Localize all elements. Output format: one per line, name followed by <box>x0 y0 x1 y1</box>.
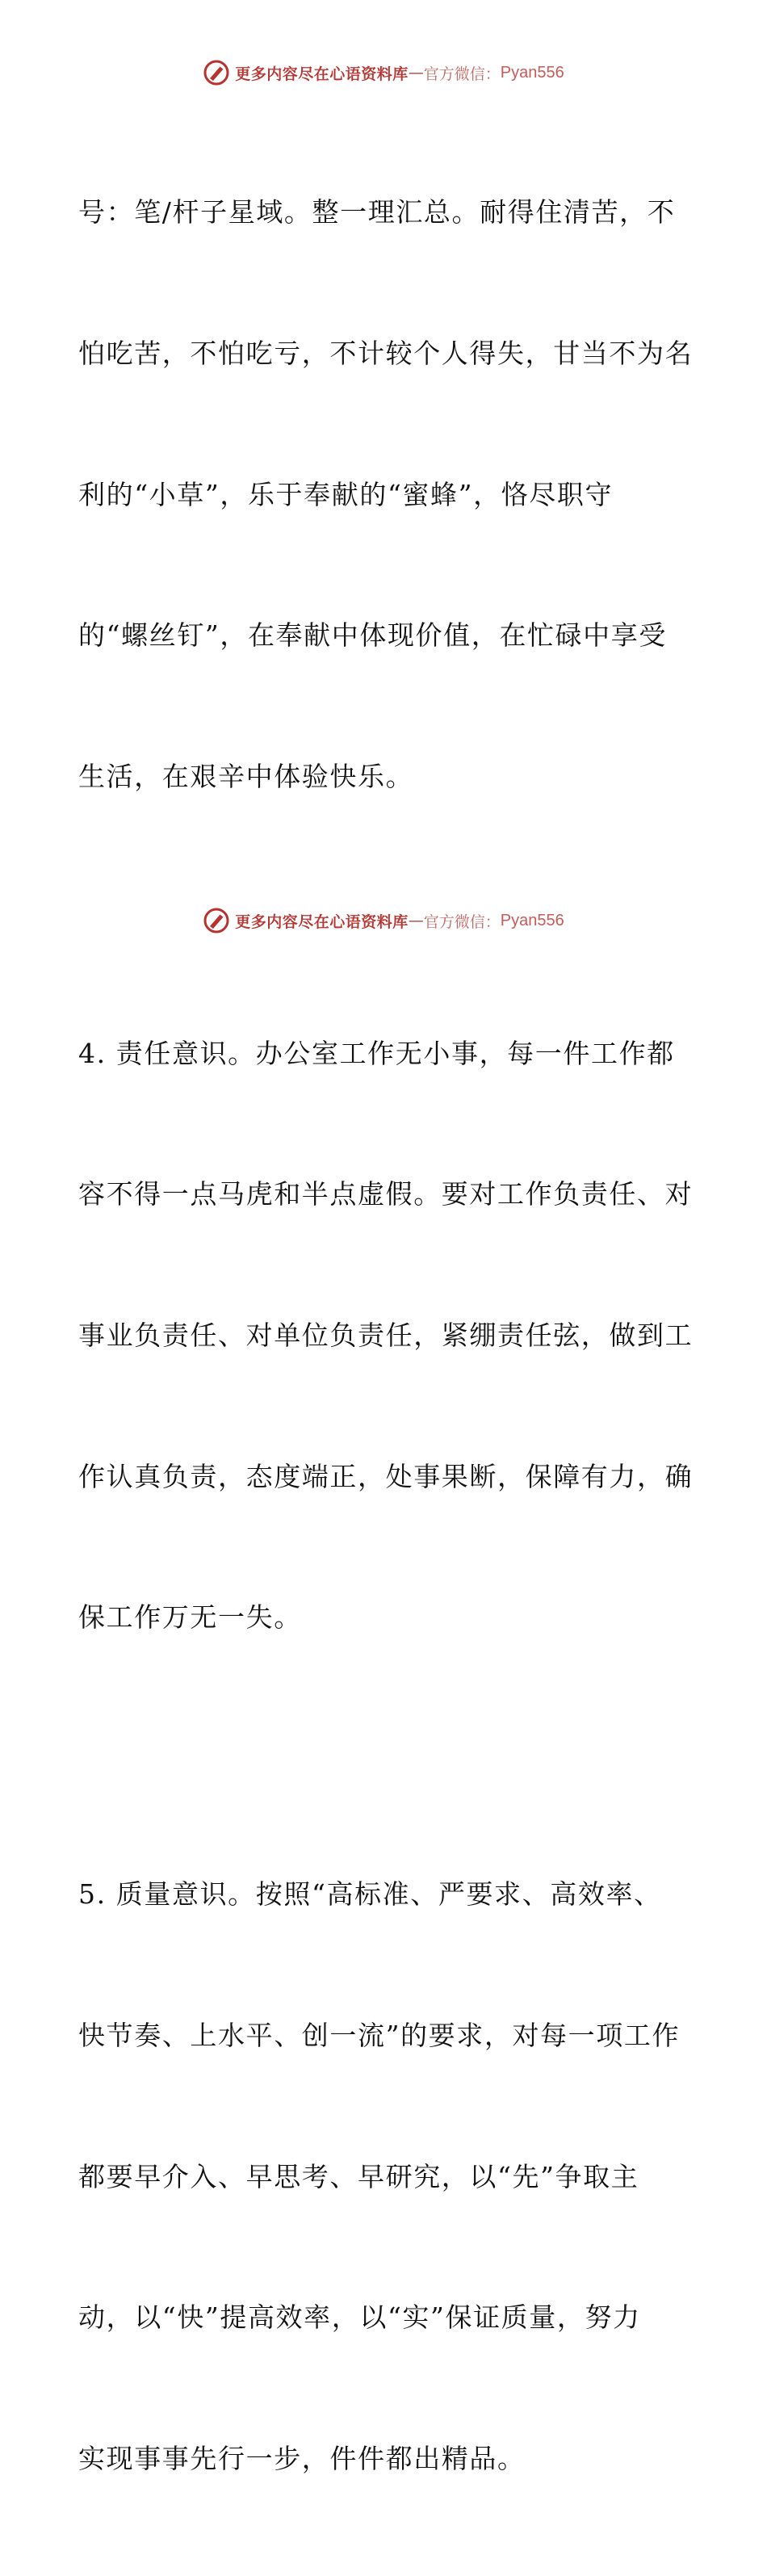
paragraph-quality <box>78 1777 692 2576</box>
text-line: 生活，在艰辛中体验快乐。 <box>78 760 414 792</box>
text-line: 利的“小草”，乐于奉献的“蜜蜂”，恪尽职守 <box>78 478 614 510</box>
text-line: 实现事事先行一步，件件都出精品。 <box>78 2442 526 2474</box>
watermark-banner-bottom <box>0 904 767 937</box>
text-line: 容不得一点马虎和半点虚假。要对工作负责任、对 <box>78 1178 694 1210</box>
text-line: 作认真负责，态度端正，处事果断，保障有力，确 <box>78 1460 694 1492</box>
watermark-dash: — <box>408 64 424 82</box>
text-line: 都要早介入、早思考、早研究，以“先”争取主 <box>78 2160 639 2192</box>
text-line: 保工作万无一失。 <box>78 1601 302 1634</box>
text-line: 4. 责任意识。办公室工作无小事，每一件工作都 <box>78 1037 675 1069</box>
text-line: 快节奏、上水平、创一流”的要求，对每一项工作 <box>78 2019 681 2051</box>
watermark-wechat-id: Pyan556 <box>500 63 564 82</box>
watermark-wechat-label: 官方微信： <box>423 65 501 83</box>
watermark-banner-top <box>0 57 767 89</box>
paragraph-responsibility <box>78 936 692 1735</box>
pen-circle-logo-icon <box>203 59 230 86</box>
watermark-wechat-id: Pyan556 <box>500 911 564 929</box>
document-body <box>78 95 692 2576</box>
watermark-main-text: 更多内容尽在心语资料库 <box>235 65 409 83</box>
text-line: 5. 质量意识。按照“高标准、严要求、高效率、 <box>78 1878 662 1911</box>
text-line: 号：笔/杆子星域。整一理汇总。耐得住清苦，不 <box>78 196 676 229</box>
text-line: 事业负责任、对单位负责任，紧绷责任弦，做到工 <box>78 1319 694 1352</box>
text-line: 怕吃苦，不怕吃亏，不计较个人得失，甘当不为名 <box>78 338 694 370</box>
watermark-dash: — <box>408 912 424 929</box>
paragraph-continuation <box>78 95 692 894</box>
watermark-main-text: 更多内容尽在心语资料库 <box>235 913 409 931</box>
watermark-wechat-label: 官方微信： <box>423 913 501 931</box>
pen-circle-logo-icon <box>203 907 230 934</box>
text-line: 的“螺丝钉”，在奉献中体现价值，在忙碌中享受 <box>78 619 667 652</box>
text-line: 动，以“快”提高效率，以“实”保证质量，努力 <box>78 2301 641 2334</box>
